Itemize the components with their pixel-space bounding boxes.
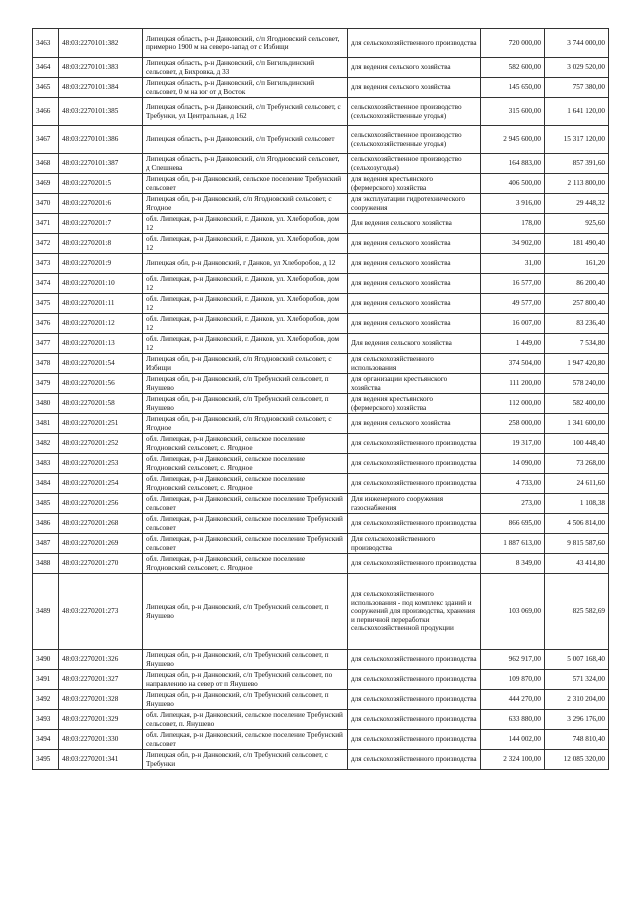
purpose-cell: для эксплуатации гидротехнического сооружения <box>348 194 481 214</box>
row-number: 3491 <box>33 670 59 690</box>
table-row <box>33 29 609 58</box>
table-row <box>33 254 609 274</box>
table-row <box>33 294 609 314</box>
row-number: 3490 <box>33 650 59 670</box>
address-cell: Липецкая обл, р-н Данковский, с/п Требунский сельсовет, п Янушево <box>143 374 348 394</box>
row-number: 3484 <box>33 474 59 494</box>
address-cell: Липецкая обл, р-н Данковский, с/п Требунский сельсовет, п Янушево <box>143 394 348 414</box>
purpose-cell: Для сельскохозяйственного производства <box>348 534 481 554</box>
cost-cell: 15 317 120,00 <box>545 126 609 154</box>
cadastral-number: 48:03:2270201:329 <box>59 710 143 730</box>
cost-cell: 257 800,40 <box>545 294 609 314</box>
purpose-cell: для сельскохозяйственного производства <box>348 690 481 710</box>
area-cell: 1 449,00 <box>481 334 545 354</box>
cost-cell: 1 947 420,80 <box>545 354 609 374</box>
address-cell: Липецкая обл, р-н Данковский, с/п Ягодновский сельсовет, с Ягодное <box>143 194 348 214</box>
row-number: 3464 <box>33 58 59 78</box>
area-cell: 14 090,00 <box>481 454 545 474</box>
cost-cell: 757 380,00 <box>545 78 609 98</box>
row-number: 3486 <box>33 514 59 534</box>
address-cell: Липецкая область, р-н Данковский, с/п Требунский сельсовет, с Требунки, ул Центральная, д 162 <box>143 98 348 126</box>
cadastral-number: 48:03:2270101:384 <box>59 78 143 98</box>
table-row <box>33 334 609 354</box>
address-cell: обл. Липецкая, р-н Данковский, г. Данков, ул. Хлеборобов, дом 12 <box>143 294 348 314</box>
row-number: 3475 <box>33 294 59 314</box>
area-cell: 144 002,00 <box>481 730 545 750</box>
table-row <box>33 194 609 214</box>
cadastral-number: 48:03:2270201:54 <box>59 354 143 374</box>
cost-cell: 3 029 520,00 <box>545 58 609 78</box>
row-number: 3474 <box>33 274 59 294</box>
purpose-cell: для ведения сельского хозяйства <box>348 414 481 434</box>
cadastral-number: 48:03:2270201:327 <box>59 670 143 690</box>
area-cell: 720 000,00 <box>481 29 545 58</box>
table-row <box>33 126 609 154</box>
table-row <box>33 494 609 514</box>
row-number: 3463 <box>33 29 59 58</box>
row-number: 3494 <box>33 730 59 750</box>
cadastral-number: 48:03:2270201:254 <box>59 474 143 494</box>
address-cell: Липецкая область, р-н Данковский, с/п Требунский сельсовет <box>143 126 348 154</box>
area-cell: 582 600,00 <box>481 58 545 78</box>
table-row <box>33 78 609 98</box>
table-row <box>33 454 609 474</box>
purpose-cell: для ведения крестьянского (фермерского) хозяйства <box>348 394 481 414</box>
cadastral-number: 48:03:2270201:268 <box>59 514 143 534</box>
address-cell: Липецкая обл, р-н Данковский, с/п Требунский сельсовет, по направлению на север от п Янушево <box>143 670 348 690</box>
cost-cell: 161,20 <box>545 254 609 274</box>
table-row <box>33 374 609 394</box>
cadastral-number: 48:03:2270101:386 <box>59 126 143 154</box>
purpose-cell: для ведения сельского хозяйства <box>348 314 481 334</box>
address-cell: Липецкая обл, р-н Данковский, с/п Ягодновский сельсовет, с Ягодное <box>143 414 348 434</box>
purpose-cell: для сельскохозяйственного производства <box>348 474 481 494</box>
land-plots-table <box>32 28 609 770</box>
cadastral-number: 48:03:2270201:58 <box>59 394 143 414</box>
table-row <box>33 710 609 730</box>
table-row <box>33 554 609 574</box>
area-cell: 178,00 <box>481 214 545 234</box>
address-cell: Липецкая обл, р-н Данковский, с/п Требунский сельсовет, с Требунки <box>143 750 348 770</box>
address-cell: обл. Липецкая, р-н Данковский, сельское поселение Ягодновский сельсовет, с. Ягодное <box>143 474 348 494</box>
row-number: 3471 <box>33 214 59 234</box>
cadastral-number: 48:03:2270201:6 <box>59 194 143 214</box>
row-number: 3489 <box>33 574 59 650</box>
cadastral-number: 48:03:2270201:273 <box>59 574 143 650</box>
cost-cell: 12 085 320,00 <box>545 750 609 770</box>
row-number: 3472 <box>33 234 59 254</box>
area-cell: 112 000,00 <box>481 394 545 414</box>
purpose-cell: для сельскохозяйственного производства <box>348 29 481 58</box>
purpose-cell: для ведения сельского хозяйства <box>348 274 481 294</box>
area-cell: 103 069,00 <box>481 574 545 650</box>
purpose-cell: сельскохозяйственное производство (сельскохозяйственные угодья) <box>348 98 481 126</box>
table-row <box>33 574 609 650</box>
row-number: 3483 <box>33 454 59 474</box>
table-row <box>33 234 609 254</box>
cost-cell: 3 744 000,00 <box>545 29 609 58</box>
cost-cell: 29 448,32 <box>545 194 609 214</box>
purpose-cell: для организации крестьянского хозяйства <box>348 374 481 394</box>
area-cell: 2 945 600,00 <box>481 126 545 154</box>
address-cell: обл. Липецкая, р-н Данковский, г. Данков, ул. Хлеборобов, дом 12 <box>143 234 348 254</box>
purpose-cell: для ведения сельского хозяйства <box>348 78 481 98</box>
row-number: 3492 <box>33 690 59 710</box>
purpose-cell: для сельскохозяйственного производства <box>348 670 481 690</box>
table-row <box>33 414 609 434</box>
address-cell: обл. Липецкая, р-н Данковский, г. Данков, ул. Хлеборобов, дом 12 <box>143 214 348 234</box>
area-cell: 145 650,00 <box>481 78 545 98</box>
cost-cell: 571 324,00 <box>545 670 609 690</box>
table-row <box>33 174 609 194</box>
cost-cell: 24 611,60 <box>545 474 609 494</box>
row-number: 3477 <box>33 334 59 354</box>
cadastral-number: 48:03:2270201:269 <box>59 534 143 554</box>
row-number: 3487 <box>33 534 59 554</box>
purpose-cell: для сельскохозяйственного производства <box>348 710 481 730</box>
cadastral-number: 48:03:2270201:12 <box>59 314 143 334</box>
address-cell: обл. Липецкая, р-н Данковский, г. Данков, ул. Хлеборобов, дом 12 <box>143 334 348 354</box>
area-cell: 2 324 100,00 <box>481 750 545 770</box>
row-number: 3478 <box>33 354 59 374</box>
cost-cell: 43 414,80 <box>545 554 609 574</box>
table-row <box>33 98 609 126</box>
row-number: 3493 <box>33 710 59 730</box>
area-cell: 273,00 <box>481 494 545 514</box>
purpose-cell: сельскохозяйственное производство (сельскохозяйственные угодья) <box>348 126 481 154</box>
cadastral-number: 48:03:2270101:382 <box>59 29 143 58</box>
cadastral-number: 48:03:2270201:328 <box>59 690 143 710</box>
address-cell: Липецкая область, р-н Данковский, с/п Ягодновский сельсовет, примерно 1900 м на северо-запад от с Избищи <box>143 29 348 58</box>
cost-cell: 825 582,69 <box>545 574 609 650</box>
area-cell: 164 883,00 <box>481 154 545 174</box>
address-cell: обл. Липецкая, р-н Данковский, сельское поселение Требунский сельсовет, п. Янушево <box>143 710 348 730</box>
area-cell: 406 500,00 <box>481 174 545 194</box>
cadastral-number: 48:03:2270201:256 <box>59 494 143 514</box>
area-cell: 258 000,00 <box>481 414 545 434</box>
area-cell: 962 917,00 <box>481 650 545 670</box>
row-number: 3470 <box>33 194 59 214</box>
row-number: 3481 <box>33 414 59 434</box>
row-number: 3479 <box>33 374 59 394</box>
purpose-cell: для ведения сельского хозяйства <box>348 234 481 254</box>
cost-cell: 83 236,40 <box>545 314 609 334</box>
cadastral-number: 48:03:2270201:270 <box>59 554 143 574</box>
table-row <box>33 670 609 690</box>
row-number: 3476 <box>33 314 59 334</box>
cost-cell: 2 310 204,00 <box>545 690 609 710</box>
area-cell: 16 577,00 <box>481 274 545 294</box>
row-number: 3488 <box>33 554 59 574</box>
purpose-cell: для ведения сельского хозяйства <box>348 58 481 78</box>
address-cell: Липецкая обл, р-н Данковский, с/п Требунский сельсовет, п Янушево <box>143 650 348 670</box>
table-row <box>33 58 609 78</box>
cost-cell: 1 108,38 <box>545 494 609 514</box>
cost-cell: 5 007 168,40 <box>545 650 609 670</box>
area-cell: 444 270,00 <box>481 690 545 710</box>
row-number: 3480 <box>33 394 59 414</box>
table-row <box>33 730 609 750</box>
address-cell: обл. Липецкая, р-н Данковский, г. Данков, ул. Хлеборобов, дом 12 <box>143 314 348 334</box>
cost-cell: 748 810,40 <box>545 730 609 750</box>
cost-cell: 1 341 600,00 <box>545 414 609 434</box>
cost-cell: 7 534,80 <box>545 334 609 354</box>
cost-cell: 86 200,40 <box>545 274 609 294</box>
cost-cell: 1 641 120,00 <box>545 98 609 126</box>
cost-cell: 100 448,40 <box>545 434 609 454</box>
purpose-cell: для сельскохозяйственного производства <box>348 454 481 474</box>
address-cell: обл. Липецкая, р-н Данковский, г. Данков, ул. Хлеборобов, дом 12 <box>143 274 348 294</box>
cadastral-number: 48:03:2270201:253 <box>59 454 143 474</box>
purpose-cell: для сельскохозяйственного использования - под комплекс зданий и сооружений для производства, хранения и первичной переработки сельскохозяйственной продукции <box>348 574 481 650</box>
area-cell: 19 317,00 <box>481 434 545 454</box>
table-row <box>33 514 609 534</box>
address-cell: Липецкая область, р-н Данковский, с/п Ягодновский сельсовет, д Спешнева <box>143 154 348 174</box>
cadastral-number: 48:03:2270101:385 <box>59 98 143 126</box>
cost-cell: 9 815 587,60 <box>545 534 609 554</box>
cost-cell: 857 391,60 <box>545 154 609 174</box>
purpose-cell: для сельскохозяйственного производства <box>348 554 481 574</box>
cadastral-number: 48:03:2270201:252 <box>59 434 143 454</box>
purpose-cell: для сельскохозяйственного производства <box>348 650 481 670</box>
row-number: 3468 <box>33 154 59 174</box>
purpose-cell: Для ведения сельского хозяйства <box>348 214 481 234</box>
cadastral-number: 48:03:2270201:5 <box>59 174 143 194</box>
purpose-cell: для сельскохозяйственного производства <box>348 434 481 454</box>
purpose-cell: Для инженерного сооружения газоснабжения <box>348 494 481 514</box>
address-cell: Липецкая обл, р-н Данковский, сельское поселение Требунский сельсовет <box>143 174 348 194</box>
purpose-cell: для ведения сельского хозяйства <box>348 294 481 314</box>
cadastral-number: 48:03:2270201:11 <box>59 294 143 314</box>
cadastral-number: 48:03:2270201:251 <box>59 414 143 434</box>
cadastral-number: 48:03:2270201:56 <box>59 374 143 394</box>
purpose-cell: сельскохозяйственное производство (сельхозугодья) <box>348 154 481 174</box>
row-number: 3495 <box>33 750 59 770</box>
address-cell: Липецкая область, р-н Данковский, с/п Бигильдинский сельсовет, д Бихровка, д 33 <box>143 58 348 78</box>
area-cell: 8 349,00 <box>481 554 545 574</box>
area-cell: 3 916,00 <box>481 194 545 214</box>
cost-cell: 3 296 176,00 <box>545 710 609 730</box>
purpose-cell: для сельскохозяйственного производства <box>348 730 481 750</box>
cost-cell: 2 113 800,00 <box>545 174 609 194</box>
table-row <box>33 214 609 234</box>
row-number: 3467 <box>33 126 59 154</box>
area-cell: 315 600,00 <box>481 98 545 126</box>
table-body <box>33 29 609 770</box>
table-row <box>33 434 609 454</box>
address-cell: обл. Липецкая, р-н Данковский, сельское поселение Ягодновский сельсовет, с. Ягодное <box>143 454 348 474</box>
cost-cell: 73 268,00 <box>545 454 609 474</box>
area-cell: 31,00 <box>481 254 545 274</box>
purpose-cell: для ведения сельского хозяйства <box>348 254 481 274</box>
row-number: 3482 <box>33 434 59 454</box>
cost-cell: 578 240,00 <box>545 374 609 394</box>
table-row <box>33 650 609 670</box>
cost-cell: 181 490,40 <box>545 234 609 254</box>
purpose-cell: Для ведения сельского хозяйства <box>348 334 481 354</box>
purpose-cell: для сельскохозяйственного использования <box>348 354 481 374</box>
address-cell: обл. Липецкая, р-н Данковский, сельское поселение Требунский сельсовет <box>143 534 348 554</box>
area-cell: 34 902,00 <box>481 234 545 254</box>
area-cell: 1 887 613,00 <box>481 534 545 554</box>
address-cell: обл. Липецкая, р-н Данковский, сельское поселение Ягодновский сельсовет, с. Ягодное <box>143 554 348 574</box>
area-cell: 866 695,00 <box>481 514 545 534</box>
address-cell: обл. Липецкая, р-н Данковский, сельское поселение Требунский сельсовет <box>143 730 348 750</box>
cost-cell: 925,60 <box>545 214 609 234</box>
table-row <box>33 274 609 294</box>
table-row <box>33 474 609 494</box>
address-cell: Липецкая обл, р-н Данковский, г Данков, ул Хлеборобов, д 12 <box>143 254 348 274</box>
cadastral-number: 48:03:2270201:10 <box>59 274 143 294</box>
purpose-cell: для сельскохозяйственного производства <box>348 514 481 534</box>
row-number: 3473 <box>33 254 59 274</box>
address-cell: Липецкая обл, р-н Данковский, с/п Требунский сельсовет, п Янушево <box>143 690 348 710</box>
table-row <box>33 394 609 414</box>
cadastral-number: 48:03:2270201:13 <box>59 334 143 354</box>
table-row <box>33 314 609 334</box>
cost-cell: 4 506 814,00 <box>545 514 609 534</box>
cadastral-number: 48:03:2270201:330 <box>59 730 143 750</box>
area-cell: 374 504,00 <box>481 354 545 374</box>
address-cell: обл. Липецкая, р-н Данковский, сельское поселение Ягодновский сельсовет, с. Ягодное <box>143 434 348 454</box>
cadastral-number: 48:03:2270201:326 <box>59 650 143 670</box>
area-cell: 49 577,00 <box>481 294 545 314</box>
cost-cell: 582 400,00 <box>545 394 609 414</box>
cadastral-number: 48:03:2270101:383 <box>59 58 143 78</box>
cadastral-number: 48:03:2270201:7 <box>59 214 143 234</box>
table-row <box>33 534 609 554</box>
purpose-cell: для сельскохозяйственного производства <box>348 750 481 770</box>
row-number: 3469 <box>33 174 59 194</box>
area-cell: 16 007,00 <box>481 314 545 334</box>
cadastral-number: 48:03:2270101:387 <box>59 154 143 174</box>
cadastral-number: 48:03:2270201:9 <box>59 254 143 274</box>
address-cell: Липецкая обл, р-н Данковский, с/п Ягодновский сельсовет, с Избищи <box>143 354 348 374</box>
row-number: 3466 <box>33 98 59 126</box>
row-number: 3465 <box>33 78 59 98</box>
address-cell: обл. Липецкая, р-н Данковский, сельское поселение Требунский сельсовет <box>143 494 348 514</box>
address-cell: Липецкая область, р-н Данковский, с/п Бигильдинский сельсовет, 0 м на юг от д Восток <box>143 78 348 98</box>
cadastral-number: 48:03:2270201:341 <box>59 750 143 770</box>
row-number: 3485 <box>33 494 59 514</box>
address-cell: Липецкая обл, р-н Данковский, с/п Требунский сельсовет, п Янушево <box>143 574 348 650</box>
area-cell: 109 870,00 <box>481 670 545 690</box>
area-cell: 111 200,00 <box>481 374 545 394</box>
area-cell: 633 880,00 <box>481 710 545 730</box>
table-row <box>33 750 609 770</box>
cadastral-number: 48:03:2270201:8 <box>59 234 143 254</box>
purpose-cell: для ведения крестьянского (фермерского) хозяйства <box>348 174 481 194</box>
table-row <box>33 690 609 710</box>
table-row <box>33 154 609 174</box>
address-cell: обл. Липецкая, р-н Данковский, сельское поселение Требунский сельсовет <box>143 514 348 534</box>
area-cell: 4 733,00 <box>481 474 545 494</box>
table-row <box>33 354 609 374</box>
